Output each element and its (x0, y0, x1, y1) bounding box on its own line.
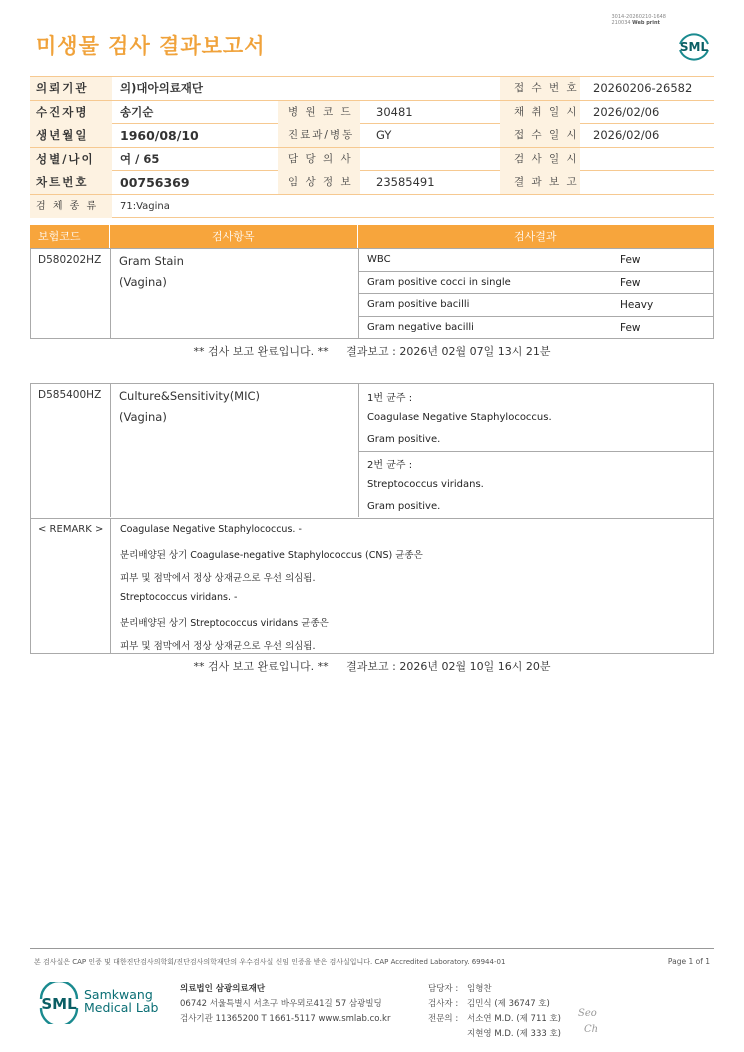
signature-1: Seo (578, 1008, 597, 1019)
staff-name: 김민식 (제 36747 호) (467, 999, 550, 1009)
patient-value: 2026/02/06 (593, 128, 660, 142)
patient-label: 의뢰기관 (30, 77, 112, 100)
gram-name: Gram Stain (119, 254, 184, 268)
isolate2-line: Gram positive. (367, 501, 441, 512)
patient-info-row (30, 77, 714, 101)
result-row (358, 272, 713, 295)
patient-value: 30481 (376, 104, 413, 119)
isolate1-line: 1번 균주 : (367, 393, 413, 404)
culture-name: Culture&Sensitivity(MIC) (119, 389, 261, 403)
remark-line: Coagulase Negative Staphylococcus. - (120, 524, 302, 535)
culture-report-time: 결과보고 : 2026년 02월 10일 16시 20분 (346, 660, 551, 673)
print-id-2: 210034 (611, 20, 631, 26)
org-address: 06742 서울특별시 서초구 바우뫼로41길 57 삼광빌딩 (180, 999, 382, 1009)
header-test-item: 검사항목 (212, 230, 255, 243)
patient-label: 임 상 정 보 (278, 171, 360, 194)
result-name: WBC (367, 254, 391, 265)
patient-info-row (30, 101, 714, 125)
patient-info-row (30, 195, 714, 219)
result-name: Gram negative bacilli (367, 321, 474, 333)
patient-label: 수진자명 (30, 101, 112, 124)
org-contact: 검사기관 11365200 T 1661-5117 www.smlab.co.kr (180, 1014, 391, 1024)
patient-value: 의)대아의료재단 (120, 81, 204, 95)
patient-value: 71:Vagina (120, 200, 170, 212)
staff-name: 임형찬 (467, 984, 492, 994)
patient-value: 20260206-26582 (593, 81, 693, 95)
remark-line: 분리배양된 상기 Coagulase-negative Staphylococcus (CNS) 균종은 (120, 549, 423, 561)
sml-logo-icon (674, 26, 714, 66)
remark-label: < REMARK > (38, 524, 104, 535)
isolate1-line: Coagulase Negative Staphylococcus. (367, 411, 552, 423)
result-row (358, 317, 713, 340)
patient-value: 23585491 (376, 175, 435, 189)
result-value: Heavy (620, 299, 654, 311)
remark-line: 분리배양된 상기 Streptococcus viridans 균종은 (120, 618, 329, 630)
page-number: Page 1 of 1 (667, 957, 710, 966)
org-name: 의료법인 삼광의료재단 (180, 984, 266, 994)
gram-specimen: (Vagina) (119, 275, 167, 289)
patient-info-row (30, 148, 714, 172)
patient-info-row (30, 124, 714, 148)
gram-report-status (0, 343, 744, 359)
gram-report-time: 결과보고 : 2026년 02월 07일 13시 21분 (346, 345, 551, 358)
remark-line: 피부 및 점막에서 정상 상재균으로 우선 의심됨. (120, 572, 316, 584)
staff-role: 담당자 : (428, 984, 459, 994)
gram-code: D580202HZ (38, 254, 102, 266)
footer-logo-text: SML (41, 995, 77, 1013)
page-title: 미생물 검사 결과보고서 (36, 34, 266, 58)
patient-value: 송기순 (120, 104, 154, 119)
patient-label: 병 원 코 드 (278, 101, 360, 124)
patient-label: 차트번호 (30, 171, 112, 194)
patient-info-table (30, 76, 714, 218)
gram-stain-box (30, 248, 714, 339)
web-print-label: Web print (632, 20, 660, 26)
result-value: Few (620, 321, 641, 334)
accreditation-note: 본 검사실은 CAP 인증 및 대한진단검사의학회/진단검사의학재단의 우수검사실 신임 인증을 받은 검사실입니다. CAP Accredited Laboratory. 69944-01 (34, 958, 506, 966)
samkwang-logo-icon (36, 982, 82, 1024)
culture-done-text: ** 검사 보고 완료입니다. ** (193, 660, 329, 673)
results-header (30, 225, 714, 248)
culture-code: D585400HZ (38, 389, 102, 401)
staff-role: 전문의 : (428, 1014, 459, 1024)
patient-label: 채 취 일 시 (500, 101, 580, 124)
patient-label: 결 과 보 고 (500, 171, 580, 194)
header-test-result: 검사결과 (514, 230, 557, 243)
patient-label: 진료과/병동 (278, 124, 360, 147)
patient-label: 접 수 일 시 (500, 124, 580, 147)
staff-name: 서소연 M.D. (제 711 호) (467, 1014, 562, 1024)
brand-line-1: Samkwang (84, 987, 153, 1002)
gram-done-text: ** 검사 보고 완료입니다. ** (193, 345, 329, 358)
patient-label: 담 당 의 사 (278, 148, 360, 171)
patient-value: GY (376, 128, 392, 142)
footer-divider (30, 948, 714, 949)
culture-box (30, 383, 714, 654)
result-row (358, 294, 713, 317)
culture-report-status (0, 658, 744, 674)
result-value: Few (620, 254, 641, 266)
signature-2: Ch (584, 1024, 599, 1035)
patient-value: 00756369 (120, 175, 190, 190)
result-name: Gram positive bacilli (367, 299, 470, 310)
staff-name: 지현영 M.D. (제 333 호) (467, 1029, 562, 1039)
patient-label: 검 체 종 류 (30, 195, 112, 218)
patient-label: 성별/나이 (30, 148, 112, 171)
patient-label: 생년월일 (30, 124, 112, 147)
isolate2-line: 2번 균주 : (367, 460, 413, 471)
result-name: Gram positive cocci in single (367, 276, 511, 288)
isolate1-line: Gram positive. (367, 434, 441, 445)
result-value: Few (620, 276, 641, 289)
culture-specimen: (Vagina) (119, 410, 167, 424)
patient-value: 여 / 65 (120, 151, 160, 166)
logo-text: SML (679, 40, 709, 54)
header-insurance-code: 보험코드 (38, 230, 81, 243)
brand-line-2: Medical Lab (84, 1000, 159, 1015)
patient-value: 1960/08/10 (120, 128, 199, 143)
remark-line: 피부 및 점막에서 정상 상재균으로 우선 의심됨. (120, 641, 316, 652)
footer-brand (84, 988, 158, 1014)
print-id: 3014-20260210-1648 (611, 14, 666, 20)
print-meta (611, 14, 666, 26)
remark-line: Streptococcus viridans. - (120, 592, 238, 604)
staff-role: 검사자 : (428, 999, 459, 1009)
patient-info-row (30, 171, 714, 195)
patient-value: 2026/02/06 (593, 104, 660, 119)
patient-label: 접 수 번 호 (500, 77, 580, 100)
patient-label: 검 사 일 시 (500, 148, 580, 171)
isolate2-line: Streptococcus viridans. (367, 478, 484, 490)
result-row (358, 249, 713, 272)
